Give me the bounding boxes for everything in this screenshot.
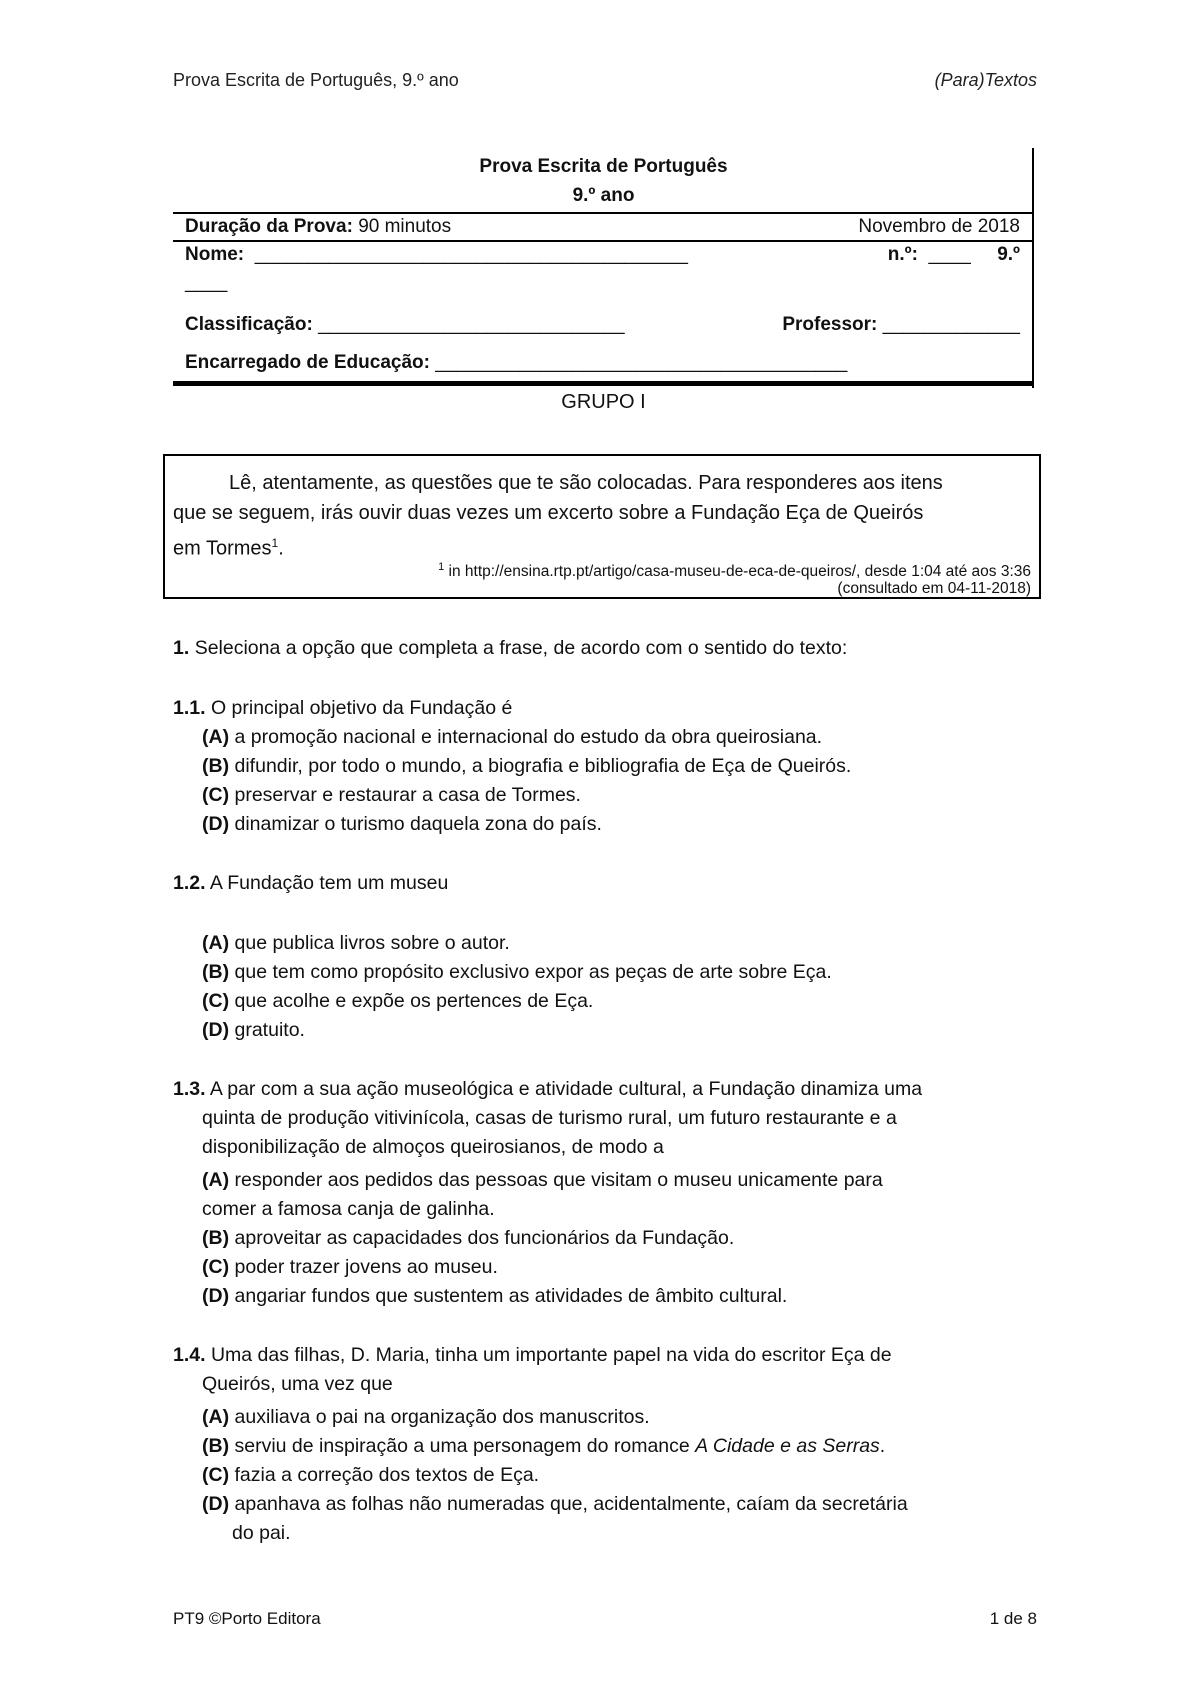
question-number: 1.: [173, 637, 190, 659]
running-header: [173, 70, 1037, 91]
exam-date: Novembro de 2018: [858, 216, 1020, 237]
divider: [173, 212, 1034, 214]
option-1-4-a[interactable]: [202, 1403, 1037, 1432]
grade-field[interactable]: _____________________________: [318, 314, 625, 335]
footer-publisher: PT9 ©Porto Editora: [173, 1609, 321, 1628]
grade-row[interactable]: [185, 314, 1020, 336]
option-1-4-b[interactable]: [202, 1432, 1037, 1461]
guardian-field[interactable]: _______________________________________: [435, 352, 848, 373]
divider: [173, 240, 1034, 242]
class-label: 9.º: [997, 244, 1020, 265]
question-1-2: [173, 869, 1037, 898]
question-text-line-2: Queirós, uma vez que: [202, 1373, 393, 1395]
option-label: (D): [202, 1285, 230, 1307]
question-text-line-3: disponibilização de almoços queirosianos, de modo a: [202, 1136, 664, 1158]
question-text: Seleciona a opção que completa a frase, de acordo com o sentido do texto:: [194, 637, 848, 659]
option-1-3-a-continuation[interactable]: comer a famosa canja de galinha.: [202, 1198, 495, 1220]
class-field[interactable]: ____: [185, 272, 228, 293]
option-1-1-b[interactable]: [202, 752, 1037, 781]
grade-label: Classificação:: [185, 314, 313, 335]
instruction-line-3-end: .: [278, 537, 284, 560]
option-label: (A): [202, 932, 230, 954]
page-footer: [173, 1609, 1037, 1629]
option-label: (A): [202, 726, 230, 748]
option-1-4-c[interactable]: [202, 1461, 1037, 1490]
option-label: (B): [202, 961, 230, 983]
duration-row: [185, 216, 1020, 238]
option-text: preservar e restaurar a casa de Tormes.: [234, 784, 581, 806]
option-end: .: [879, 1435, 886, 1457]
exam-title-block: [173, 152, 1034, 210]
question-number: 1.3.: [173, 1078, 206, 1100]
source-footnote-mark: 1: [438, 561, 445, 573]
question-text-line-2: quinta de produção vitivinícola, casas de turismo rural, um futuro restaurante e a: [202, 1107, 897, 1129]
instructions-box: [163, 454, 1041, 599]
option-label: (B): [202, 1435, 230, 1457]
option-text: apanhava as folhas não numeradas que, acidentalmente, caíam da secretária: [234, 1493, 908, 1515]
instruction-line-3-text: em Tormes: [173, 537, 272, 560]
divider-thick: [173, 381, 1034, 386]
option-label: (C): [202, 1256, 230, 1278]
option-1-4-d-continuation[interactable]: do pai.: [232, 1522, 291, 1544]
option-text: fazia a correção dos textos de Eça.: [234, 1464, 540, 1486]
teacher-field[interactable]: _____________: [882, 314, 1020, 335]
guardian-row[interactable]: [185, 352, 1020, 374]
option-label: (D): [202, 813, 230, 835]
option-text: que publica livros sobre o autor.: [234, 932, 510, 954]
question-text-line-1: Uma das filhas, D. Maria, tinha um importante papel na vida do escritor Eça de: [210, 1344, 892, 1366]
instruction-line-1: Lê, atentamente, as questões que te são colocadas. Para responderes aos itens: [229, 472, 943, 494]
question-text: A Fundação tem um museu: [209, 872, 449, 894]
exam-header-box: [173, 148, 1034, 388]
option-label: (A): [202, 1406, 230, 1428]
name-field[interactable]: _________________________________________: [254, 244, 688, 265]
option-text: gratuito.: [234, 1019, 305, 1041]
option-text: responder aos pedidos das pessoas que visitam o museu unicamente para: [234, 1169, 883, 1191]
group-title: GRUPO I: [561, 391, 646, 413]
option-text: angariar fundos que sustentem as atividades de âmbito cultural.: [234, 1285, 788, 1307]
question-number: 1.4.: [173, 1344, 206, 1366]
option-text: serviu de inspiração a uma personagem do romance: [234, 1435, 696, 1457]
source-text: in http://ensina.rtp.pt/artigo/casa-museu-de-eca-de-queiros/, desde 1:04 até aos 3:36: [444, 563, 1031, 581]
option-text: aproveitar as capacidades dos funcionários da Fundação.: [234, 1227, 735, 1249]
option-label: (D): [202, 1493, 230, 1515]
option-text: auxiliava o pai na organização dos manuscritos.: [234, 1406, 650, 1428]
page-number: 1 de 8: [989, 1609, 1037, 1628]
option-1-3-a[interactable]: [202, 1166, 1037, 1195]
option-1-1-a[interactable]: [202, 723, 1037, 752]
question-text: O principal objetivo da Fundação é: [210, 697, 513, 719]
option-1-2-c[interactable]: [202, 987, 1037, 1016]
question-number: 1.1.: [173, 697, 206, 719]
option-1-2-a[interactable]: [202, 929, 1037, 958]
option-label: (C): [202, 990, 230, 1012]
option-text: difundir, por todo o mundo, a biografia e bibliografia de Eça de Queirós.: [234, 755, 852, 777]
option-text: que tem como propósito exclusivo expor as peças de arte sobre Eça.: [234, 961, 832, 983]
question-1-4: [173, 1341, 1037, 1370]
consulted-note: (consultado em 04-11-2018): [837, 580, 1031, 597]
exam-grade: 9.º ano: [572, 185, 635, 206]
option-text: a promoção nacional e internacional do estudo da obra queirosiana.: [234, 726, 823, 748]
option-1-4-d[interactable]: [202, 1490, 1037, 1519]
question-1-3: [173, 1075, 1037, 1104]
option-text: dinamizar o turismo daquela zona do país.: [234, 813, 602, 835]
question-1-1: [173, 694, 1037, 723]
duration-label: Duração da Prova:: [185, 216, 353, 237]
book-title: A Cidade e as Serras: [695, 1435, 880, 1457]
number-field[interactable]: ____: [928, 244, 971, 265]
option-1-1-d[interactable]: [202, 810, 1037, 839]
option-1-2-d[interactable]: [202, 1016, 1037, 1045]
option-text: que acolhe e expõe os pertences de Eça.: [234, 990, 594, 1012]
question-text-line-1: A par com a sua ação museológica e atividade cultural, a Fundação dinamiza uma: [209, 1078, 923, 1100]
option-1-3-d[interactable]: [202, 1282, 1037, 1311]
footnote-mark: 1: [271, 536, 279, 550]
option-text: poder trazer jovens ao museu.: [234, 1256, 498, 1278]
option-label: (A): [202, 1169, 230, 1191]
exam-title: Prova Escrita de Português: [479, 156, 728, 177]
option-label: (D): [202, 1019, 230, 1041]
duration-value: 90 minutos: [358, 216, 452, 237]
teacher-label: Professor:: [782, 314, 878, 335]
class-blank-row[interactable]: [185, 272, 1020, 294]
number-label: n.º:: [887, 244, 918, 265]
option-1-2-b[interactable]: [202, 958, 1037, 987]
option-1-1-c[interactable]: [202, 781, 1037, 810]
option-1-3-c[interactable]: [202, 1253, 1037, 1282]
instruction-line-2: que se seguem, irás ouvir duas vezes um excerto sobre a Fundação Eça de Queirós: [173, 502, 924, 524]
guardian-label: Encarregado de Educação:: [185, 352, 430, 373]
option-label: (C): [202, 784, 230, 806]
running-header-right: (Para)Textos: [934, 70, 1037, 90]
option-label: (B): [202, 755, 230, 777]
option-label: (B): [202, 1227, 230, 1249]
name-label: Nome:: [185, 244, 245, 265]
option-1-3-b[interactable]: [202, 1224, 1037, 1253]
running-header-left: Prova Escrita de Português, 9.º ano: [173, 70, 459, 90]
question-1: [173, 634, 1037, 663]
name-row[interactable]: [185, 244, 1020, 266]
question-number: 1.2.: [173, 872, 206, 894]
option-label: (C): [202, 1464, 230, 1486]
